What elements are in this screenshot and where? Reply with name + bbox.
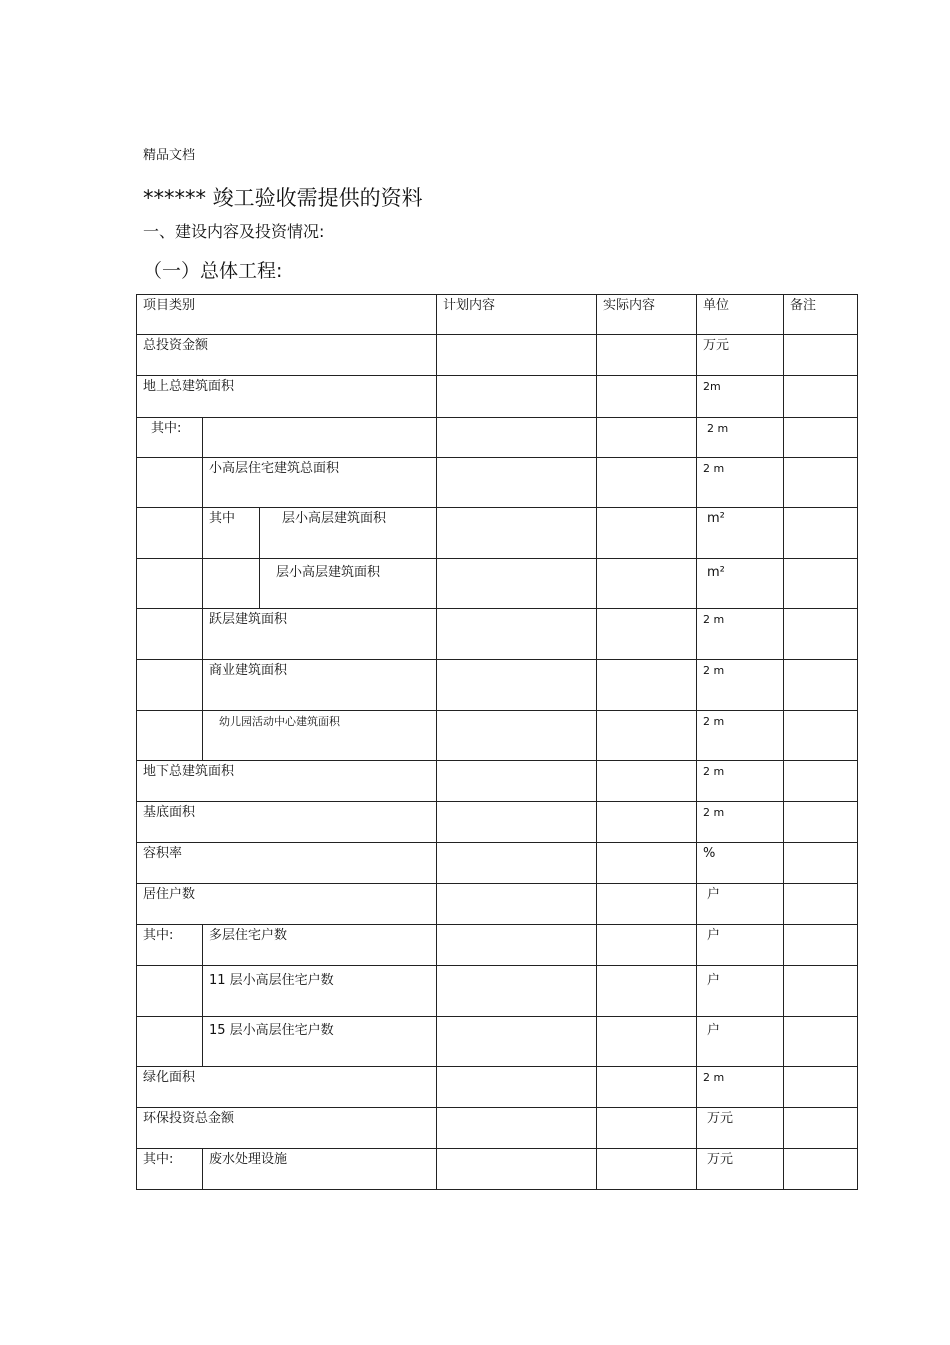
actual-cell: [597, 1017, 697, 1067]
remarks-cell: [784, 966, 858, 1017]
remarks-cell: [784, 761, 858, 802]
label-cell: [137, 711, 203, 761]
row-label: 地下总建筑面积: [137, 761, 437, 802]
table-row: [137, 1017, 858, 1067]
remarks-cell: [784, 508, 858, 559]
actual-cell: [597, 335, 697, 376]
table-row: [137, 802, 858, 843]
watermark-text: 精品文档: [143, 148, 196, 163]
actual-cell: [597, 802, 697, 843]
table-row: [137, 843, 858, 884]
table-row: [137, 458, 858, 508]
label-cell: [203, 418, 437, 458]
remarks-cell: [784, 458, 858, 508]
planned-cell: [437, 1017, 597, 1067]
label-cell: [137, 508, 203, 559]
actual-cell: [597, 559, 697, 609]
document-title: ****** 竣工验收需提供的资料: [143, 186, 423, 210]
planned-cell: [437, 884, 597, 925]
table-row: [137, 1067, 858, 1108]
table-row: [137, 884, 858, 925]
unit-cell: 户: [697, 884, 784, 925]
planned-cell: [437, 966, 597, 1017]
remarks-cell: [784, 335, 858, 376]
header-remarks: 备注: [784, 295, 858, 335]
remarks-cell: [784, 843, 858, 884]
unit-cell: 2 m: [697, 802, 784, 843]
row-label: 容积率: [137, 843, 437, 884]
row-sublabel: 层小高层建筑面积: [260, 508, 437, 559]
planned-cell: [437, 711, 597, 761]
actual-cell: [597, 884, 697, 925]
unit-cell: m²: [697, 559, 784, 609]
actual-cell: [597, 376, 697, 418]
table-header-row: [137, 295, 858, 335]
table-row: [137, 376, 858, 418]
unit-cell: 2m: [697, 376, 784, 418]
label-cell: [137, 660, 203, 711]
unit-cell: %: [697, 843, 784, 884]
label-cell: [137, 559, 203, 609]
table-row: [137, 508, 858, 559]
section-heading: 一、建设内容及投资情况:: [143, 222, 325, 241]
table-row: [137, 1149, 858, 1190]
actual-cell: [597, 1149, 697, 1190]
planned-cell: [437, 802, 597, 843]
row-label: 环保投资总金额: [137, 1108, 437, 1149]
planned-cell: [437, 376, 597, 418]
row-label: 其中: [203, 508, 260, 559]
remarks-cell: [784, 1108, 858, 1149]
unit-cell: 户: [697, 966, 784, 1017]
actual-cell: [597, 761, 697, 802]
remarks-cell: [784, 884, 858, 925]
actual-cell: [597, 609, 697, 660]
row-label: 商业建筑面积: [203, 660, 437, 711]
planned-cell: [437, 843, 597, 884]
actual-cell: [597, 660, 697, 711]
remarks-cell: [784, 1067, 858, 1108]
row-label: 绿化面积: [137, 1067, 437, 1108]
row-label: 多层住宅户数: [203, 925, 437, 966]
row-label: 居住户数: [137, 884, 437, 925]
header-category: 项目类别: [137, 295, 437, 335]
planned-cell: [437, 1149, 597, 1190]
planned-cell: [437, 609, 597, 660]
unit-cell: m²: [697, 508, 784, 559]
unit-cell: 2 m: [697, 761, 784, 802]
label-cell: [137, 609, 203, 660]
actual-cell: [597, 1067, 697, 1108]
header-unit: 单位: [697, 295, 784, 335]
header-actual: 实际内容: [597, 295, 697, 335]
planned-cell: [437, 335, 597, 376]
row-label: 总投资金额: [137, 335, 437, 376]
unit-cell: 万元: [697, 335, 784, 376]
table-row: [137, 418, 858, 458]
row-label: 基底面积: [137, 802, 437, 843]
planned-cell: [437, 1108, 597, 1149]
project-table: [136, 294, 858, 1190]
planned-cell: [437, 925, 597, 966]
planned-cell: [437, 418, 597, 458]
planned-cell: [437, 559, 597, 609]
unit-cell: 万元: [697, 1108, 784, 1149]
remarks-cell: [784, 559, 858, 609]
row-label: 地上总建筑面积: [137, 376, 437, 418]
subsection-heading: （一）总体工程:: [143, 260, 283, 282]
table-row: [137, 660, 858, 711]
actual-cell: [597, 458, 697, 508]
remarks-cell: [784, 418, 858, 458]
row-label: 其中:: [137, 418, 203, 458]
remarks-cell: [784, 1017, 858, 1067]
row-label: 小高层住宅建筑总面积: [203, 458, 437, 508]
label-cell: [137, 458, 203, 508]
unit-cell: 户: [697, 925, 784, 966]
label-cell: [137, 1017, 203, 1067]
actual-cell: [597, 508, 697, 559]
actual-cell: [597, 925, 697, 966]
remarks-cell: [784, 802, 858, 843]
actual-cell: [597, 418, 697, 458]
planned-cell: [437, 1067, 597, 1108]
actual-cell: [597, 966, 697, 1017]
remarks-cell: [784, 711, 858, 761]
unit-cell: 户: [697, 1017, 784, 1067]
unit-cell: 2 m: [697, 711, 784, 761]
planned-cell: [437, 508, 597, 559]
table-row: [137, 761, 858, 802]
planned-cell: [437, 458, 597, 508]
label-cell: [203, 559, 260, 609]
planned-cell: [437, 761, 597, 802]
remarks-cell: [784, 660, 858, 711]
table-row: [137, 335, 858, 376]
table-row: [137, 966, 858, 1017]
actual-cell: [597, 843, 697, 884]
remarks-cell: [784, 925, 858, 966]
row-label: 15 层小高层住宅户数: [203, 1017, 437, 1067]
unit-cell: 2 m: [697, 660, 784, 711]
planned-cell: [437, 660, 597, 711]
table-row: [137, 925, 858, 966]
table-row: [137, 559, 858, 609]
unit-cell: 2 m: [697, 1067, 784, 1108]
actual-cell: [597, 1108, 697, 1149]
row-label: 废水处理设施: [203, 1149, 437, 1190]
row-label: 跃层建筑面积: [203, 609, 437, 660]
row-label: 11 层小高层住宅户数: [203, 966, 437, 1017]
unit-cell: 2 m: [697, 609, 784, 660]
actual-cell: [597, 711, 697, 761]
unit-cell: 2 m: [697, 458, 784, 508]
unit-cell: 2 m: [697, 418, 784, 458]
label-cell: [137, 966, 203, 1017]
remarks-cell: [784, 609, 858, 660]
remarks-cell: [784, 1149, 858, 1190]
row-sublabel: 层小高层建筑面积: [260, 559, 437, 609]
table-row: [137, 711, 858, 761]
among-label: 其中:: [137, 925, 203, 966]
row-label: 幼儿园活动中心建筑面积: [203, 711, 437, 761]
among-label: 其中:: [137, 1149, 203, 1190]
unit-cell: 万元: [697, 1149, 784, 1190]
remarks-cell: [784, 376, 858, 418]
header-planned: 计划内容: [437, 295, 597, 335]
table-row: [137, 609, 858, 660]
table-row: [137, 1108, 858, 1149]
